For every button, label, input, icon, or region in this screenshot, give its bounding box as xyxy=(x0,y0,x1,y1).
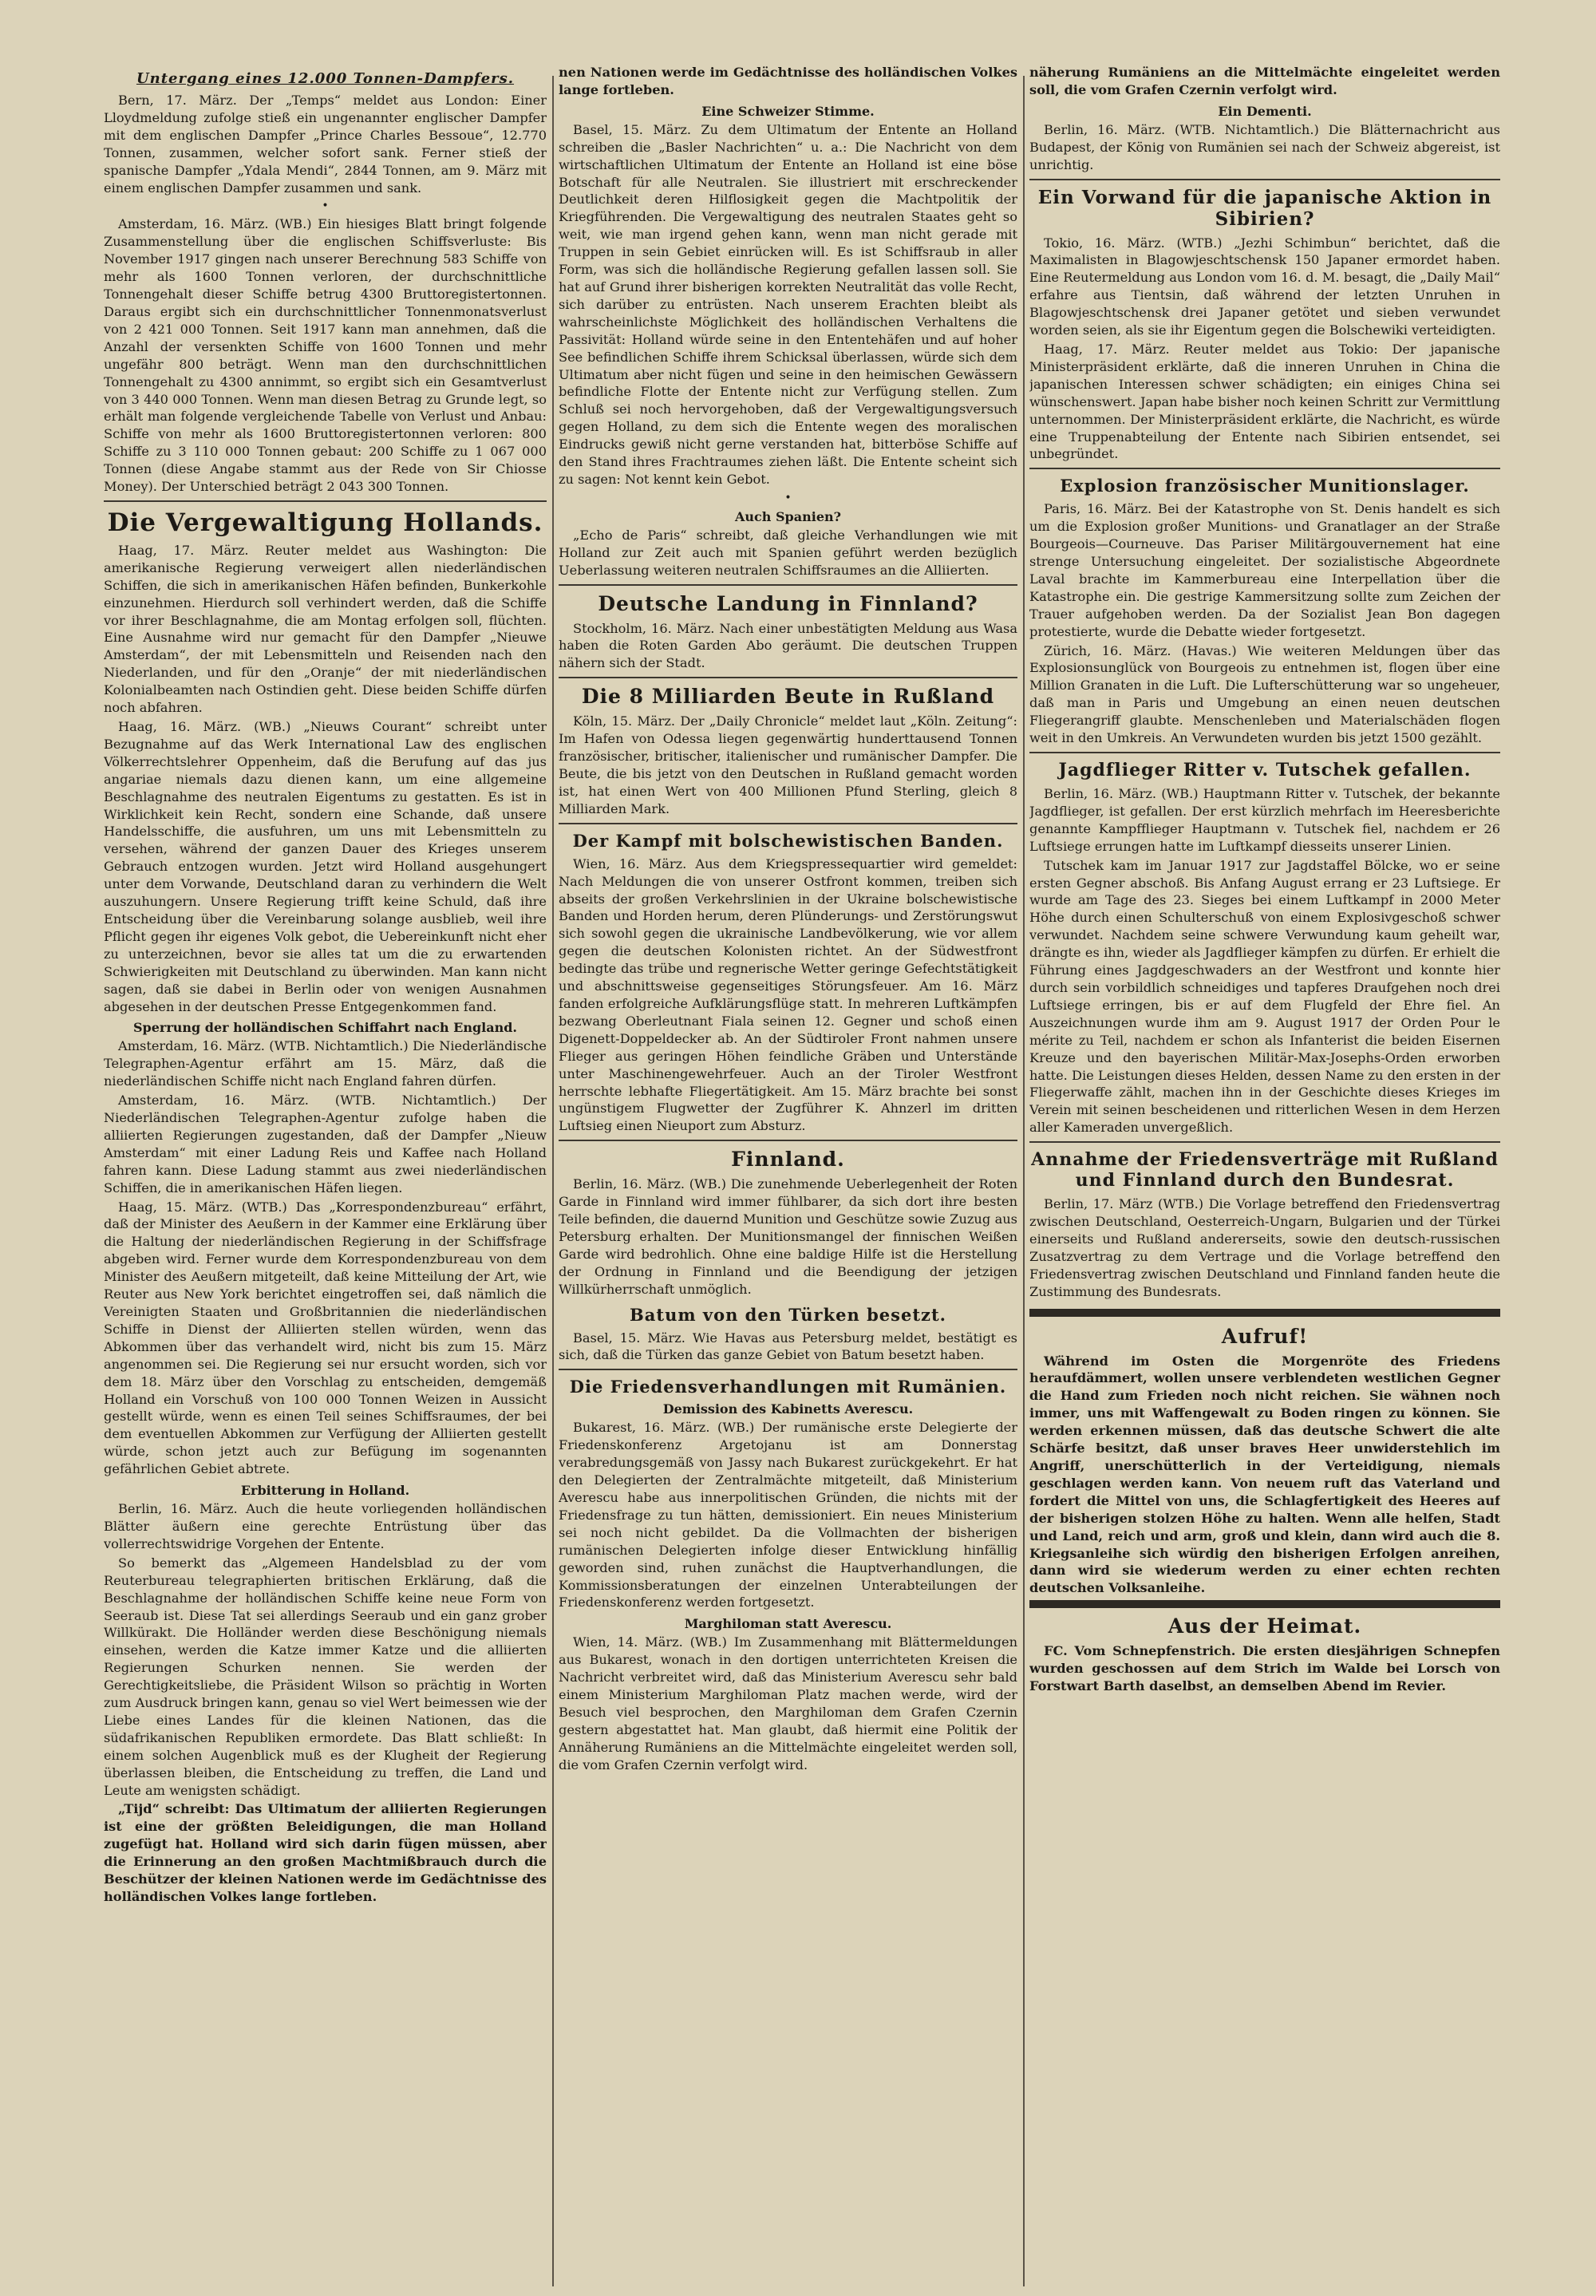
divider xyxy=(1029,179,1500,180)
article-paragraph: Während im Osten die Morgenröte des Friedens heraufdämmert, wollen unsere verblendeten westlichen Gegner die Hand zum Frieden noch nicht reichen. Sie wähnen noch immer, uns mit Waffengewalt zu Boden ringen zu können. Sie werden erkennen müssen, daß das deutsche Schwert die alte Schärfe besitzt, daß unser braves Heer unwiderstehlich im Angriff, unerschütterlich in der Verteidigung, niemals geschlagen werden kann. Von neuem ruft das Vaterland und fordert die Mittel von uns, die Schlagfertigkeit des Heeres auf der bisherigen stolzen Höhe zu halten. Wenn alle helfen, Stadt und Land, reich und arm, groß und klein, dann wird auch die 8. Kriegsanleihe sich würdig den bisherigen Erfolgen anreihen, dann wird sie wiederum werden zu einer echten rechten deutschen Volksanleihe. xyxy=(1029,1353,1500,1596)
article-paragraph: „Tijd“ schreibt: Das Ultimatum der alliierten Regierungen ist eine der größten Beleidigungen, die man Holland zugefügt hat. Holland wird sich darin fügen müssen, aber die Erinnerung an den großen Machtmißbrauch durch die Beschützer der kleinen Nationen werde im Gedächtnisse des holländischen Volkes lange fortleben. xyxy=(104,1801,547,1904)
divider xyxy=(559,677,1017,678)
appeal-box xyxy=(1029,1309,1500,1609)
headline: Explosion französischer Munitionslager. xyxy=(1060,476,1470,496)
article-paragraph: Tokio, 16. März. (WTB.) „Jezhi Schimbun“ berichtet, daß die Maximalisten in Blagowjeschtschensk 150 Japaner ermordet haben. Eine Reutermeldung aus London vom 16. d. M. besagt, die „Daily Mail“ erfahre aus Tientsin, daß während der letzten Unruhen in Blagowjeschtschensk drei Japaner getötet und sieben verwundet worden seien, als sie ihr Eigentum gegen die Bolschewiki verteidigten. xyxy=(1029,235,1500,338)
article-paragraph: Haag, 15. März. (WTB.) Das „Korrespondenzbureau“ erfährt, daß der Minister des Aeußern in der Kammer eine Erklärung über die Haltung der niederländischen Regierung in der Schiffsfrage abgeben wird. Ferner wurde dem Korrespondenzbureau von dem Minister des Aeußern mitgeteilt, daß keine Mitteilung der Art, wie Reuter aus New York berichtet eingetroffen sei, daß nämlich die Vereinigten Staaten und Großbritannien die niederländischen Schiffe in Dienst der Alliierten stellen würden, wenn das Abkommen über das verhandelt wird, nicht bis zum 15. März angenommen sei. Die Regierung sei nur ersucht worden, sich vor dem 18. März über den Vorschlag zu entscheiden, demgemäß Holland ein Vorschuß von 100 000 Tonnen Weizen in Aussicht gestellt würde, wenn es einen Teil seines Schiffsraumes, der bei dem eventuellen Abkommen zur Verfügung der Alliierten gestellt würde, schon jetzt auch zur Befügung im sogenannten gefährlichen Gebiet abtrete. xyxy=(104,1199,547,1477)
article-paragraph: Wien, 14. März. (WB.) Im Zusammenhang mit Blättermeldungen aus Bukarest, wonach in den dortigen unterrichteten Kreisen die Nachricht verbreitet wird, daß das Ministerium Averescu sehr bald einem Ministerium Marghiloman Platz machen werde, wird der Besuch viel besprochen, den Marghiloman dem Grafen Czernin gestern abgestattet hat. Man glaubt, daß hiermit eine Politik der Annäherung Rumäniens an die Mittelmächte eingeleitet werden soll, die vom Grafen Czernin verfolgt wird. xyxy=(559,1634,1017,1772)
article-paragraph: Amsterdam, 16. März. (WTB. Nichtamtlich.) Die Niederländische Telegraphen-Agentur erfährt am 15. März, daß die niederländischen Schiffe nicht nach England fahren dürfen. xyxy=(104,1038,547,1089)
article-paragraph: So bemerkt das „Algemeen Handelsblad zu der vom Reuterbureau telegraphierten britischen Erklärung, daß die Beschlagnahme der holländischen Schiffe keine neue Form von Seeraub ist. Diese Tat sei allerdings Seeraub und ein ganz grober Willkürakt. Die Holländer werden diese Beschönigung niemals einsehen, werden die Katze immer Katze und die alliierten Regierungen Schurken nennen. Sie werden der Gerechtigkeitsliebe, die Präsident Wilson so prächtig in Worten zum Ausdruck bringen kann, genau so viel Wert beimessen wie der Liebe eines Landes für die kleinen Nationen, das die südafrikanischen Republiken ermordete. Das Blatt schließt: In einem solchen Augenblick muß es der Klugheit der Regierung überlassen bleiben, die Entscheidung zu treffen, die Land und Leute am wenigsten schädigt. xyxy=(104,1555,547,1798)
divider xyxy=(1029,752,1500,753)
article-paragraph: Berlin, 16. März. (WB.) Die zunehmende Ueberlegenheit der Roten Garde in Finnland wird immer fühlbarer, da sich dort ihre besten Teile befinden, die dauernd Munition und Geschütze sowie Zuzug aus Petersburg erhalten. Der Munitionsmangel der finnischen Weißen Garde wird bedrohlich. Ohne eine baldige Hilfe ist die Herstellung der Ordnung in Finnland und die Beendigung der jetzigen Willkürherrschaft unmöglich. xyxy=(559,1176,1017,1297)
article-paragraph: Zürich, 16. März. (Havas.) Wie weiteren Meldungen über das Explosionsunglück von Bourgeois zu entnehmen ist, flogen über eine Million Granaten in die Luft. Die Lufterschütterung war so ungeheuer, daß man in Paris und Umgebung an einen neuen deutschen Fliegerangriff glaubte. Menschenleben und Materialschäden flogen weit in den Umkreis. An Verwundeten wurden bis jetzt 1500 gezählt. xyxy=(1029,642,1500,746)
divider xyxy=(1029,1141,1500,1143)
divider xyxy=(559,1140,1017,1141)
article-paragraph: Berlin, 16. März. (WTB. Nichtamtlich.) Die Blätternachricht aus Budapest, der König von Rumänien sei nach der Schweiz abgereist, ist unrichtig. xyxy=(1029,121,1500,172)
divider xyxy=(559,584,1017,586)
article-paragraph: Haag, 17. März. Reuter meldet aus Washington: Die amerikanische Regierung verweigert allen niederländischen Schiffen, die sich in amerikanischen Häfen befinden, Bunkerkohle einzunehmen. Hierdurch soll verhindert werden, daß die Schiffe vor ihrer Beschlagnahme, die am Montag erfolgen soll, flüchten. Eine Ausnahme wird nur gemacht für den Dampfer „Nieuwe Amsterdam“, der mit Lebensmitteln und Reisenden nach den Niederlanden, und für den „Oranje“ der mit niederländischen Kolonialbeamten nach Ostindien geht. Diese beiden Schiffe dürfen noch abfahren. xyxy=(104,542,547,716)
headline: Die 8 Milliarden Beute in Rußland xyxy=(581,685,995,709)
headline: Die Friedensverhandlungen mit Rumänien. xyxy=(569,1377,1007,1397)
column-2 xyxy=(559,64,1017,2290)
subheading: Eine Schweizer Stimme. xyxy=(701,103,875,119)
subheading: Demission des Kabinetts Averescu. xyxy=(662,1401,914,1417)
column-1 xyxy=(104,64,547,2290)
headline: Untergang eines 12.000 Tonnen-Dampfers. xyxy=(136,70,515,87)
subheading: Erbitterung in Holland. xyxy=(240,1483,410,1499)
article-paragraph: Köln, 15. März. Der „Daily Chronicle“ meldet laut „Köln. Zeitung“: Im Hafen von Odessa liegen gegenwärtig hunderttausend Tonnen französischer, britischer, italienischer und rumänischer Dampfer. Die Beute, die bis jetzt von den Deutschen in Rußland gemacht worden ist, hat einen Wert von 400 Millionen Pfund Sterling, gleich 8 Milliarden Mark. xyxy=(559,713,1017,816)
article-paragraph: Paris, 16. März. Bei der Katastrophe von St. Denis handelt es sich um die Explosion großer Munitions- und Granatlager an der Straße Bourgeois—Courneuve. Das Pariser Militärgouvernement hat eine strenge Untersuchung eingeleitet. Der sozialistische Abgeordnete Laval brachte im Kammerbureau eine Interpellation über die Katastrophe ein. Die gestrige Kammersitzung sollte zum Zeichen der Trauer aufgehoben werden. Da der Sozialist Jean Bon dagegen protestierte, wurde die Debatte wieder fortgesetzt. xyxy=(1029,501,1500,639)
headline: Der Kampf mit bolschewistischen Banden. xyxy=(572,830,1004,851)
article-paragraph: Basel, 15. März. Zu dem Ultimatum der Entente an Holland schreiben die „Basler Nachrichten“ u. a.: Die Nachricht von dem wirtschaftlichen Ultimatum der Entente an Holland ist eine böse Botschaft für alle Neutralen. Sie illustriert mit erschreckender Deutlichkeit deren Hilflosigkeit gegen die Machtpolitik der Kriegführenden. Die Vergewaltigung des neutralen Staates geht so weit, wie man irgend gehen kann, wenn man nicht gerade mit Truppen in sein Gebiet einrücken will. Es ist Schiffsraub in aller Form, was sich die holländische Regierung gefallen lassen soll. Sie hat auf Grund ihrer bisherigen korrekten Neutralität das volle Recht, sich darüber zu entrüsten. Nach unserem Erachten bleibt als wahrscheinlichste Möglichkeit des holländischen Verhaltens die Passivität: Holland würde seine in den Ententehäfen und auf hoher See befindlichen Schiffe ihrem Schicksal überlassen, würde sich dem Ultimatum aber nicht fügen und seine in den heimischen Gewässern befindliche Flotte der Entente nicht zur Verfügung stellen. Zum Schluß sei noch hervorgehoben, daß der Vergewaltigungsversuch gegen Holland, zu dem sich die Entente wegen des moralischen Eindrucks gewiß nicht gerne verstanden hat, bitterböse Schiffe auf den Stand ihres Frachtraumes ziehen läßt. Die Entente scheint sich zu sagen: Not kennt kein Gebot. xyxy=(559,121,1017,487)
article-paragraph: „Echo de Paris“ schreibt, daß gleiche Verhandlungen wie mit Holland zur Zeit auch mit Spanien geführt werden bezüglich Ueberlassung weiteren neutralen Schiffsraumes an die Alliierten. xyxy=(559,527,1017,578)
headline: Jagdflieger Ritter v. Tutschek gefallen. xyxy=(1058,760,1472,780)
article-paragraph: Berlin, 16. März. Auch die heute vorliegenden holländischen Blätter äußern eine gerechte Entrüstung über das vollerrechtswidrige Vorgehen der Entente. xyxy=(104,1501,547,1551)
subheading: Marghiloman statt Averescu. xyxy=(684,1616,892,1632)
column-rule xyxy=(1023,76,1025,2286)
article-paragraph: FC. Vom Schnepfenstrich. Die ersten diesjährigen Schnepfen wurden geschossen auf dem Strich im Walde bei Lorsch von Forstwart Barth daselbst, an demselben Abend im Revier. xyxy=(1029,1643,1500,1694)
headline: Batum von den Türken besetzt. xyxy=(630,1304,946,1325)
subheading: Ein Dementi. xyxy=(1218,103,1312,119)
article-paragraph: Amsterdam, 16. März. (WTB. Nichtamtlich.) Der Niederländischen Telegraphen-Agentur zufolge haben die alliierten Regierungen zugestanden, daß der Dampfer „Nieuw Amsterdam“ mit einer Ladung Reis und Kaffee nach Holland fahren kann. Diese Ladung stammt aus zwei niederländischen Schiffen, die in amerikanischen Häfen liegen. xyxy=(104,1093,547,1195)
subheading: Sperrung der holländischen Schiffahrt nach England. xyxy=(133,1020,517,1036)
article-paragraph: Tutschek kam im Januar 1917 zur Jagdstaffel Bölcke, wo er seine ersten Gegner abschoß. Bis Anfang August errang er 23 Luftsiege. Er wurde am Tage des 23. Sieges bei einem Luftkampf in 2000 Meter Höhe durch einen Schulterschuß von einem Explosivgeschoß schwer verwundet. Nachdem seine schwere Verwundung kaum geheilt war, drängte es ihn, wieder als Jagdflieger kämpfen zu dürfen. Er erhielt die Führung eines Jagdgeschwaders an der Westfront und konnte hier durch sein vorbildlich schneidiges und tapferes Draufgehen noch drei Luftsiege erringen, bis er auf dem Flugfeld der Ehre fiel. An Auszeichnungen wurde ihm am 9. August 1917 der Orden Pour le mérite zu Teil, nachdem er schon als Infanterist die beiden Eisernen Kreuze und den bayerischen Militär-Max-Josephs-Orden erworben hatte. Die Leistungen dieses Helden, dessen Name zu den ersten in der Fliegerwaffe zählt, machen ihn in der Geschichte dieses Krieges im Verein mit seinen bescheidenen und ritterlichen Wesen in dem Herzen aller Kameraden unvergeßlich. xyxy=(1029,857,1500,1136)
article-paragraph: Berlin, 16. März. (WB.) Hauptmann Ritter v. Tutschek, der bekannte Jagdflieger, ist gefallen. Der erst kürzlich mehrfach im Heeresberichte genannte Kampfflieger Hauptmann v. Tutschek fiel, nachdem er 26 Luftsiege errungen hatte im Luftkampf diesseits unserer Linien. xyxy=(1029,786,1500,854)
headline: Aufruf! xyxy=(1221,1324,1309,1348)
article-paragraph: Bukarest, 16. März. (WB.) Der rumänische erste Delegierte der Friedenskonferenz Argetojanu ist am Donnerstag verabredungsgemäß von Jassy nach Bukarest zurückgekehrt. Er hat den Delegierten der Zentralmächte mitgeteilt, daß Ministerium Averescu habe aus innerpolitischen Gründen, die nichts mit der Friedensfrage zu tun hätten, demissioniert. Ein neues Ministerium sei noch nicht gebildet. Da die Vollmachten der bisherigen rumänischen Delegierten infolge dieser Entwicklung hinfällig geworden sind, ruhen zunächst die Hauptverhandlungen, die Kommissionsberatungen der einzelnen Unterabteilungen der Friedenskonferenz werden fortgesetzt. xyxy=(559,1420,1017,1610)
article-paragraph: nen Nationen werde im Gedächtnisse des holländischen Volkes lange fortleben. xyxy=(559,65,1017,97)
separator: • xyxy=(784,491,792,504)
divider xyxy=(559,1369,1017,1370)
article-paragraph: Wien, 16. März. Aus dem Kriegspressequartier wird gemeldet: Nach Meldungen die von unserer Ostfront kommen, treiben sich abseits der großen Verkehrslinien in der Ukraine bolschewistische Banden und Horden herum, deren Plünderungs- und Zerstörungswut sich sowohl gegen die ukrainische Landbevölkerung, wie vor allem gegen die deutschen Kolonisten richtet. An der Südwestfront bedingte das trübe und regnerische Wetter geringe Gefechtstätigkeit und abschnittsweise gegenseitiges Störungsfeuer. Am 16. März fanden erfolgreiche Aufklärungsflüge statt. In mehreren Luftkämpfen bezwang Oberleutnant Fiala seinen 12. Gegner und schoß einen Digenett-Doppeldecker ab. An der Südtiroler Front nahmen unsere Flieger aus geringen Höhen feindliche Gräben und Unterstände unter Maschinengewehrfeuer. Auch an der Tiroler Westfront herrschte lebhafte Fliegertätigkeit. Am 15. März brachte bei sonst ungünstigem Flugwetter der Zugführer K. Ahnzerl im dritten Luftsieg einen Nieuport zum Absturz. xyxy=(559,856,1017,1134)
subheading: Auch Spanien? xyxy=(735,508,841,524)
divider xyxy=(1029,468,1500,469)
article-paragraph: Amsterdam, 16. März. (WB.) Ein hiesiges Blatt bringt folgende Zusammenstellung über die englischen Schiffsverluste: Bis November 1917 gingen nach unserer Berechnung 583 Schiffe von mehr als 1600 Tonnen verloren, der durchschnittliche Tonnengehalt dieser Schiffe betrug 4300 Bruttoregistertonnen. Daraus ergibt sich ein durchschnittlicher Tonnenmonatsverlust von 2 421 000 Tonnen. Seit 1917 kann man annehmen, daß die Anzahl der versenkten Schiffe von 1600 Tonnen und mehr ungefähr 800 beträgt. Wenn man den durchschnittlichen Tonnengehalt zu 4300 annimmt, so ergibt sich ein Gesamtverlust von 3 440 000 Tonnen. Wenn man diesen Betrag zu Grunde legt, so erhält man folgende vergleichende Tabelle von Verlust und Anbau: Schiffe von mehr als 1600 Bruttoregistertonnen verloren: 800 Schiffe zu 3 110 000 Tonnen gebaut: 200 Schiffe zu 1 067 000 Tonnen (diese Angabe stammt aus der Rede von Sir Chiosse Money). Der Unterschied beträgt 2 043 300 Tonnen. xyxy=(104,216,547,495)
divider xyxy=(104,500,547,502)
headline: Finnland. xyxy=(731,1148,845,1172)
headline: Annahme der Friedensverträge mit Rußland und Finnland durch den Bundesrat. xyxy=(1031,1149,1499,1191)
divider xyxy=(559,823,1017,824)
article-paragraph: Basel, 15. März. Wie Havas aus Petersburg meldet, bestätigt es sich, daß die Türken das ganze Gebiet von Batum besetzt haben. xyxy=(559,1330,1017,1363)
separator: • xyxy=(322,200,329,213)
article-paragraph: Stockholm, 16. März. Nach einer unbestätigten Meldung aus Wasa haben die Roten Garden Abo geräumt. Die deutschen Truppen nähern sich der Stadt. xyxy=(559,620,1017,671)
headline: Die Vergewaltigung Hollands. xyxy=(107,508,543,537)
article-paragraph: Haag, 17. März. Reuter meldet aus Tokio: Der japanische Ministerpräsident erklärte, daß die inneren Unruhen in China die japanischen Interessen schwer schädigten; ein einiges China sei wünschenswert. Japan habe bisher noch keinen Schritt zur Vermittlung unternommen. Der Ministerpräsident erklärte, die Nachricht, es würde eine Truppenabteilung der Entente nach Sibirien entsendet, sei unbegründet. xyxy=(1029,341,1500,462)
headline: Aus der Heimat. xyxy=(1167,1614,1362,1638)
headline: Deutsche Landung in Finnland? xyxy=(598,591,978,615)
article-paragraph: Haag, 16. März. (WB.) „Nieuws Courant“ schreibt unter Bezugnahme auf das Werk International Law des englischen Völkerrechtslehrer Oppenheim, daß die Berufung auf das jus angariae niemals dazu dienen kann, um eine allgemeine Beschlagnahme des neutralen Eigentums zu gestatten. Es ist in Wirklichkeit kein Recht, sondern eine Schande, daß unsere Handelsschiffe, die ausfuhren, um uns mit Lebensmitteln zu versehen, während der ganzen Dauer des Krieges unserem Gebrauch entzogen wurden. Jetzt wird Holland ausgehungert unter dem Vorwande, Deutschland daran zu verhindern die Welt auszuhungern. Unsere Regierung trifft keine Schuld, daß ihre Entscheidung über die Vereinbarung solange ausblieb, weil ihre Pflicht gegen ihr eigenes Volk gebot, die Uebereinkunft nicht eher zu unterzeichnen, bevor sie alles tat um die zu erwartenden Schwierigkeiten mit Deutschland zu überwinden. Man kann nicht sagen, daß sie dabei in Berlin oder von wenigen Ausnahmen abgesehen in der deutschen Presse Entgegenkommen fand. xyxy=(104,719,547,1014)
article-paragraph: näherung Rumäniens an die Mittelmächte eingeleitet werden soll, die vom Grafen Czernin verfolgt wird. xyxy=(1029,65,1500,97)
headline: Ein Vorwand für die japanische Aktion in Sibirien? xyxy=(1037,186,1492,230)
column-rule xyxy=(552,76,554,2286)
column-3 xyxy=(1029,64,1500,2290)
article-paragraph: Bern, 17. März. Der „Temps“ meldet aus London: Einer Lloydmeldung zufolge stieß ein ungenannter englischer Dampfer mit dem englischen Dampfer „Prince Charles Bessoue“, 12.770 Tonnen, zusammen, welcher sofort sank. Ferner stieß der spanische Dampfer „Ydala Mendi“, 2844 Tonnen, am 9. März mit einem englischen Dampfer zusammen und sank. xyxy=(104,93,547,196)
article-paragraph: Berlin, 17. März (WTB.) Die Vorlage betreffend den Friedensvertrag zwischen Deutschland, Oesterreich-Ungarn, Bulgarien und der Türkei einerseits und Rußland andererseits, sowie den deutsch-russischen Zusatzvertrag zu dem Vertrage und die Vorlage betreffend den Friedensvertrag zwischen Deutschland und Finnland fanden heute die Zustimmung des Bundesrats. xyxy=(1029,1196,1500,1299)
